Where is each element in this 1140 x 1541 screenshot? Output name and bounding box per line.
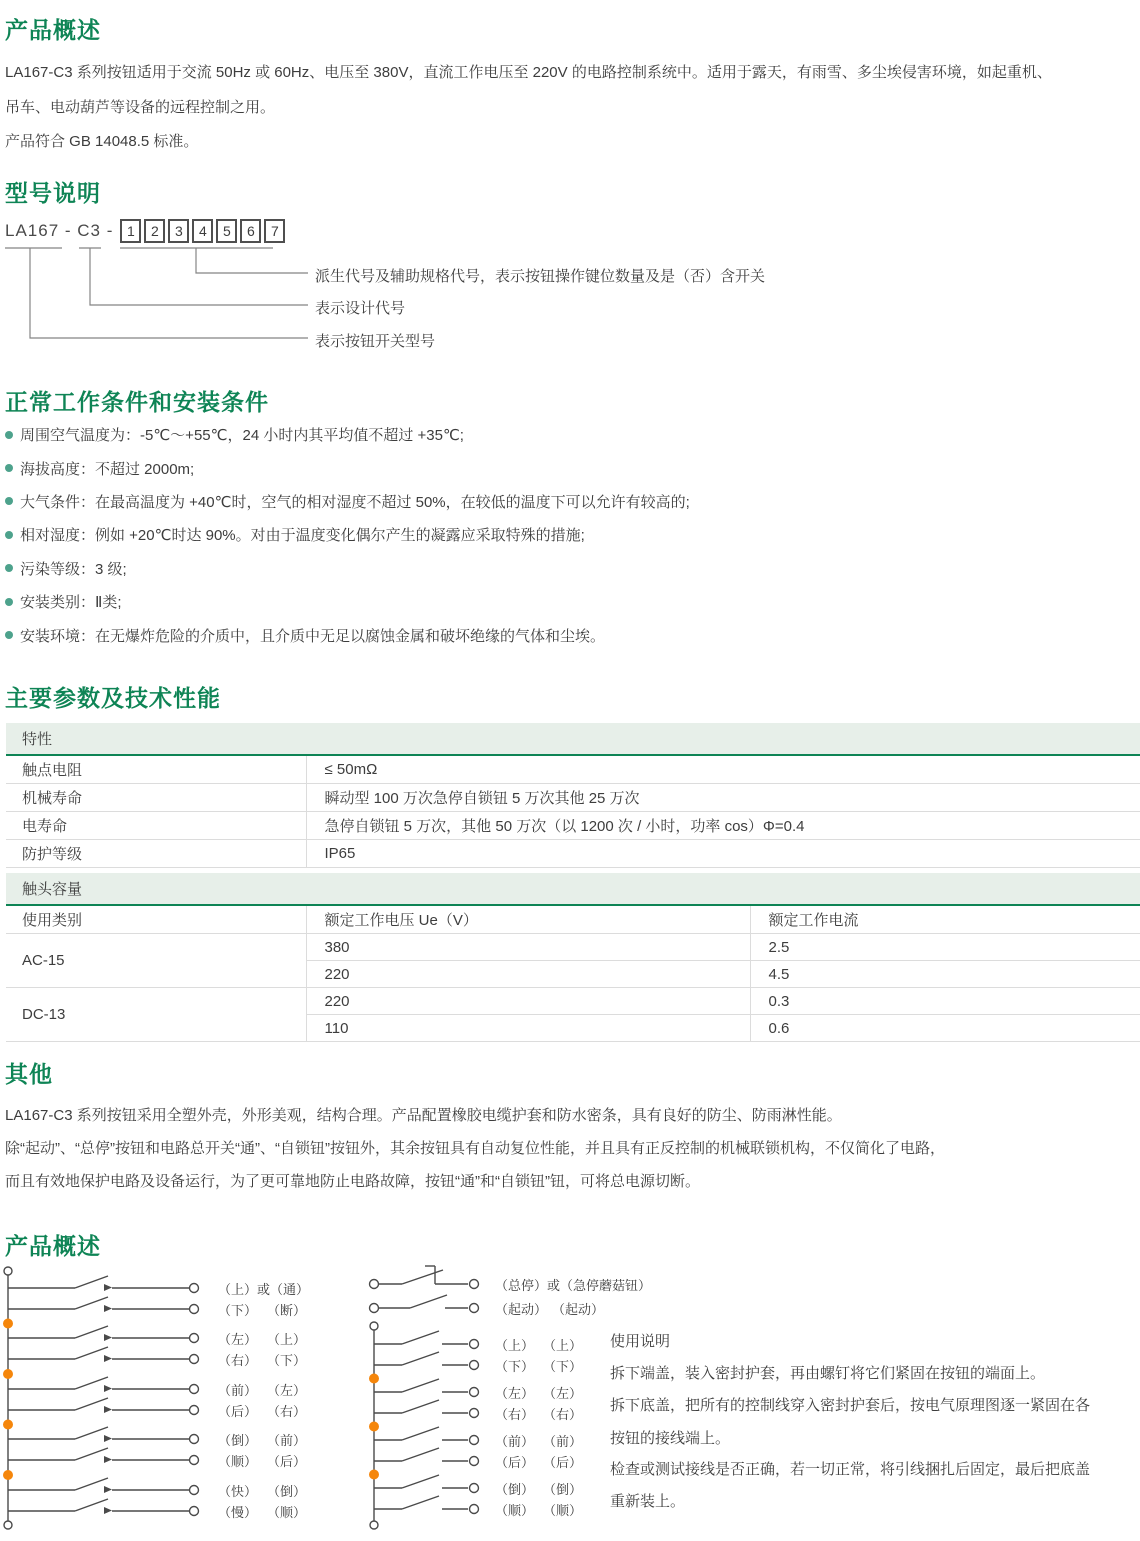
- section-title-conditions: 正常工作条件和安装条件: [5, 389, 269, 415]
- model-digit-box-4: 4: [192, 219, 213, 243]
- contact-label: （前）: [267, 1433, 307, 1448]
- contact-capacity-table: [6, 873, 1140, 1042]
- contact-label: （起动）: [495, 1302, 548, 1317]
- bullet-icon: [5, 598, 13, 606]
- condition-item: 安装类别：Ⅱ类;: [0, 585, 690, 618]
- usage-step: 重新装上。: [610, 1493, 686, 1510]
- circuit-diagram-area: [0, 1265, 1140, 1541]
- contact-label: （下）: [495, 1359, 535, 1374]
- contact-label: （快）: [218, 1484, 258, 1499]
- contact-label: （起动）: [552, 1302, 605, 1317]
- contact-label: （左）: [543, 1386, 583, 1401]
- contact-label: （后）: [267, 1454, 307, 1469]
- model-label-derivative: 派生代号及辅助规格代号，表示按钮操作键位数量及是（否）含开关: [315, 268, 766, 285]
- section-title-other: 其他: [5, 1061, 53, 1087]
- contact-label: （下）: [218, 1303, 258, 1318]
- category-cell: AC-15: [6, 934, 306, 988]
- table-row: 触点电阻 ≤ 50mΩ: [6, 755, 1140, 784]
- contact-label: （右）: [267, 1404, 307, 1419]
- other-paragraph2-line2: 而且有效地保护电路及设备运行，为了更可靠地防止电路故障，按钮“通”和“自锁钮”钮，可将总电源切断。: [5, 1173, 700, 1190]
- contact-label: （前）: [218, 1383, 258, 1398]
- contact-label: （上）: [495, 1338, 535, 1353]
- contact-label: （倒）: [218, 1433, 258, 1448]
- contact-label: （后）: [543, 1455, 583, 1470]
- contact-label: （前）: [495, 1434, 535, 1449]
- usage-step: 拆下底盖，把所有的控制线穿入密封护套后，按电气原理图逐一紧固在各: [610, 1397, 1091, 1414]
- contact-label: （倒）: [495, 1482, 535, 1497]
- model-digit-box-6: 6: [240, 219, 261, 243]
- category-cell: DC-13: [6, 988, 306, 1042]
- usage-step: 拆下端盖，装入密封护套，再由螺钉将它们紧固在按钮的端面上。: [610, 1365, 1046, 1382]
- table-row: 220 4.5: [6, 961, 1140, 988]
- contact-label: （左）: [495, 1386, 535, 1401]
- capacity-table-header: 触头容量: [6, 873, 1140, 905]
- contact-label: （下）: [543, 1359, 583, 1374]
- contact-label: （总停）或（急停蘑菇钮）: [495, 1278, 652, 1293]
- table-row: DC-13 220 0.3: [6, 988, 1140, 1015]
- other-paragraph2-line1: 除“起动”、“总停”按钮和电路总开关“通”、“自锁钮”按钮外，其余按钮具有自动复位性能，并且具有正反控制的机械联锁机构，不仅简化了电路，: [5, 1140, 945, 1157]
- bullet-icon: [5, 631, 13, 639]
- bullet-icon: [5, 431, 13, 439]
- table-row: 电寿命 急停自锁钮 5 万次，其他 50 万次（以 1200 次 / 小时，功率 cos）Φ=0.4: [6, 812, 1140, 840]
- contact-label: （下）: [267, 1353, 307, 1368]
- table-row: 防护等级 IP65: [6, 840, 1140, 868]
- other-paragraph1: LA167-C3 系列按钮采用全塑外壳，外形美观，结构合理。产品配置橡胶电缆护套和防水密条，具有良好的防尘、防雨淋性能。: [5, 1107, 842, 1124]
- contact-label: （右）: [218, 1353, 258, 1368]
- table-column-header-row: 使用类别 额定工作电压 Ue（V） 额定工作电流: [6, 905, 1140, 934]
- model-digit-box-3: 3: [168, 219, 189, 243]
- condition-item: 周围空气温度为：-5℃～+55℃，24 小时内其平均值不超过 +35℃;: [0, 418, 690, 451]
- model-label-switch-type: 表示按钮开关型号: [315, 333, 436, 350]
- usage-step: 检查或测试接线是否正确，若一切正常，将引线捆扎后固定，最后把底盖: [610, 1461, 1091, 1478]
- contact-label: （上）或（通）: [218, 1282, 310, 1297]
- contact-label: （倒）: [543, 1482, 583, 1497]
- nc-contact-symbol: [370, 1266, 479, 1289]
- condition-item: 安装环境：在无爆炸危险的介质中，且介质中无足以腐蚀金属和破坏绝缘的气体和尘埃。: [0, 618, 690, 651]
- model-digit-box-7: 7: [264, 219, 285, 243]
- condition-item: 大气条件：在最高温度为 +40℃时，空气的相对湿度不超过 50%，在较低的温度下可以允许有较高的;: [0, 485, 690, 518]
- model-label-design-code: 表示设计代号: [315, 300, 406, 317]
- section-title-overview2: 产品概述: [5, 1233, 101, 1259]
- model-digit-box-5: 5: [216, 219, 237, 243]
- contact-label: （右）: [543, 1407, 583, 1422]
- condition-item: 相对湿度：例如 +20℃时达 90%。对由于温度变化偶尔产生的凝露应采取特殊的措施;: [0, 518, 690, 551]
- characteristics-table: [6, 723, 1140, 868]
- model-callout-lines: [0, 215, 320, 360]
- contact-label: （顺）: [495, 1503, 535, 1518]
- contact-label: （前）: [543, 1434, 583, 1449]
- contact-label: （后）: [495, 1455, 535, 1470]
- table-row: 110 0.6: [6, 1015, 1140, 1042]
- overview-paragraph-line1: LA167-C3 系列按钮适用于交流 50Hz 或 60Hz、电压至 380V，直流工作电压至 220V 的电路控制系统中。适用于露天，有雨雪、多尘埃侵害环境，如起重机、: [5, 64, 1052, 81]
- overview-standard: 产品符合 GB 14048.5 标准。: [5, 133, 199, 150]
- condition-item: 污染等级：3 级;: [0, 552, 690, 585]
- contact-label: （上）: [267, 1332, 307, 1347]
- contact-label: （顺）: [543, 1503, 583, 1518]
- section-title-model: 型号说明: [5, 180, 101, 206]
- table-row: 机械寿命 瞬动型 100 万次急停自锁钮 5 万次其他 25 万次: [6, 784, 1140, 812]
- contact-label: （顺）: [218, 1454, 258, 1469]
- usage-title: 使用说明: [610, 1333, 671, 1350]
- overview-paragraph-line2: 吊车、电动葫芦等设备的远程控制之用。: [5, 99, 276, 116]
- usage-step: 按钮的接线端上。: [610, 1430, 731, 1447]
- contact-label: （上）: [543, 1338, 583, 1353]
- bullet-icon: [5, 531, 13, 539]
- contact-label: （左）: [267, 1383, 307, 1398]
- contact-label: （断）: [267, 1303, 307, 1318]
- bullet-icon: [5, 564, 13, 572]
- contact-label: （倒）: [267, 1484, 307, 1499]
- table-row: AC-15 380 2.5: [6, 934, 1140, 961]
- condition-item: 海拔高度：不超过 2000m;: [0, 451, 690, 484]
- contact-label: （左）: [218, 1332, 258, 1347]
- model-prefix: LA167 - C3 -: [5, 221, 114, 240]
- section-title-overview: 产品概述: [5, 17, 101, 43]
- no-contact-symbol: [370, 1295, 479, 1313]
- contact-label: （顺）: [267, 1505, 307, 1520]
- contact-label: （后）: [218, 1404, 258, 1419]
- model-digit-box-2: 2: [144, 219, 165, 243]
- bullet-icon: [5, 464, 13, 472]
- section-title-params: 主要参数及技术性能: [5, 685, 221, 711]
- model-digit-box-1: 1: [120, 219, 141, 243]
- conditions-list: [0, 418, 690, 652]
- contact-label: （慢）: [218, 1505, 258, 1520]
- bullet-icon: [5, 497, 13, 505]
- characteristics-table-header: 特性: [6, 723, 1140, 755]
- contact-label: （右）: [495, 1407, 535, 1422]
